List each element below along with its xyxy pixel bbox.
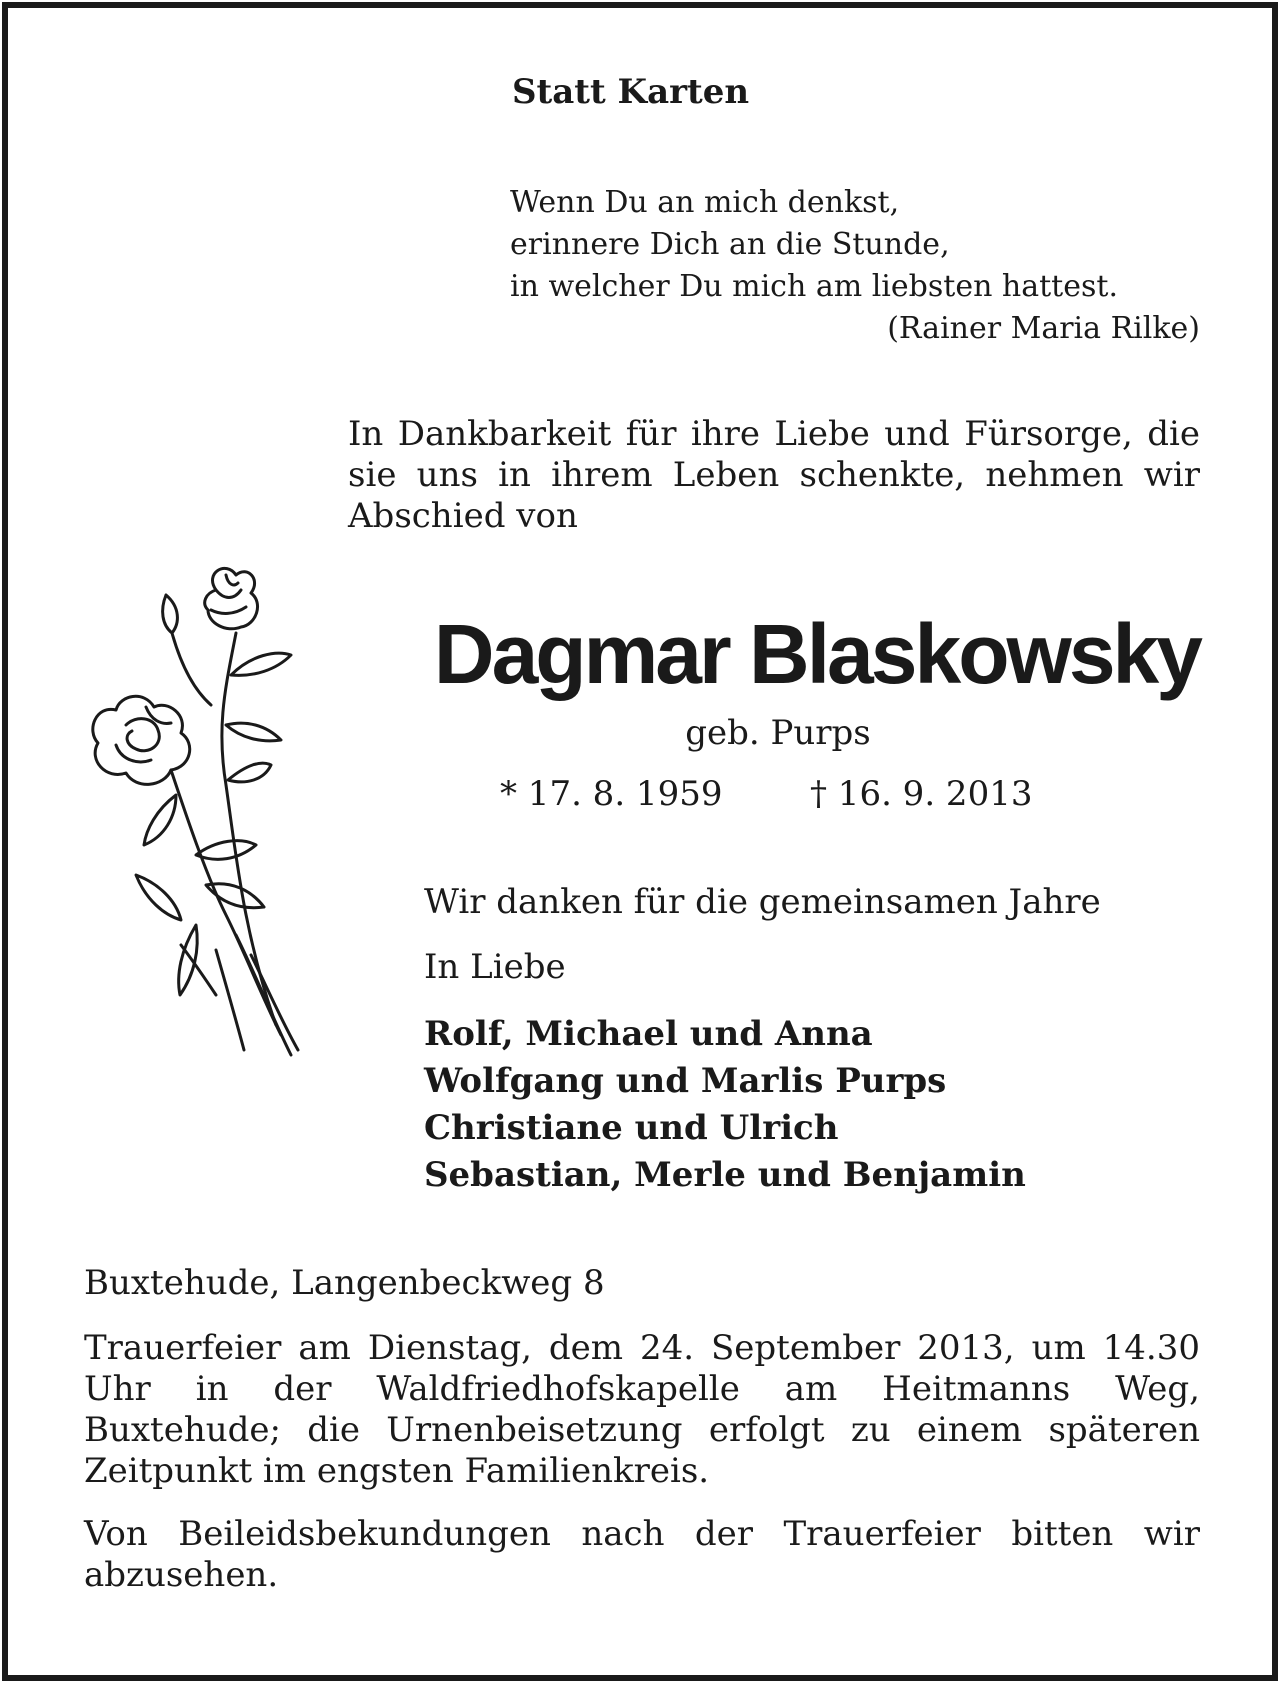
thanks-line: Wir danken für die gemeinsamen Jahre [424,882,1101,922]
family-list [424,1011,1026,1199]
poem-author: (Rainer Maria Rilke) [887,311,1200,346]
poem-quote [510,182,1200,350]
intro-text: In Dankbarkeit für ihre Liebe und Fürsorge, die sie uns in ihrem Leben schenkte, nehmen wir Abschied von [348,414,1200,536]
family-line: Christiane und Ulrich [424,1108,839,1148]
deceased-name: Dagmar Blaskowsky [433,607,1200,701]
family-line: Rolf, Michael und Anna [424,1014,873,1054]
death-date: † 16. 9. 2013 [810,774,1033,814]
family-line: Sebastian, Merle und Benjamin [424,1155,1026,1195]
ceremony-info: Trauerfeier am Dienstag, dem 24. September 2013, um 14.30 Uhr in der Waldfriedhofskapelle am Heitmanns Weg, Buxtehude; die Urnenbeisetzung erfolgt zu einem späteren Zeitpunkt im engsten Familienkreis. [84,1328,1200,1491]
condolence-note: Von Beileidsbekundungen nach der Trauerfeier bitten wir abzusehen. [84,1514,1200,1595]
poem-line: Wenn Du an mich denkst, [510,185,900,220]
birth-date: * 17. 8. 1959 [500,774,723,814]
family-line: Wolfgang und Marlis Purps [424,1061,947,1101]
poem-line: in welcher Du mich am liebsten hattest. [510,269,1118,304]
love-line: In Liebe [424,947,566,987]
rose-bouquet-icon [76,555,326,1085]
poem-line: erinnere Dich an die Stunde, [510,227,950,262]
maiden-name: geb. Purps [685,713,871,753]
notice-header: Statt Karten [512,72,750,112]
address: Buxtehude, Langenbeckweg 8 [84,1263,605,1303]
